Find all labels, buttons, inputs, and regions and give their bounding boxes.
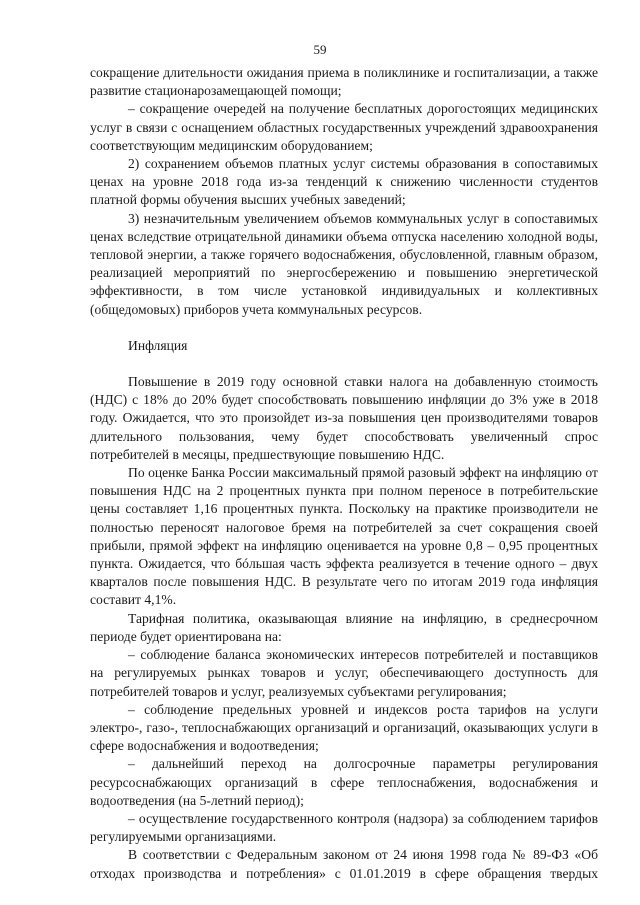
- paragraph: 3) незначительным увеличением объемов коммунальных услуг в сопоставимых ценах вследствие отрицательной динамики объема отпуска населению холодной воды, тепловой энергии, а также горячего водоснабжения, обусловленной, главным образом, реализацией мероприятий по энергосбережению и повышению энергетической эффективности, в том числе установкой индивидуальных и коллективных (общедомовых) приборов учета коммунальных ресурсов.: [90, 210, 598, 317]
- paragraph: Повышение в 2019 году основной ставки налога на добавленную стоимость (НДС) с 18% до 20% будет способствовать повышению инфляции до 3% уже в 2018 году. Ожидается, что это произойдет из-за повышения цен производителями товаров длительного пользования, чему будет способствовать увеличенный спрос потребителей в месяцы, предшествующие повышению НДС.: [90, 374, 598, 462]
- paragraph: – соблюдение баланса экономических интересов потребителей и поставщиков на регулируемых рынках товаров и услуг, обеспечивающего доступность для потребителей товаров и услуг, реализуемых субъектами регулирования;: [90, 647, 598, 699]
- paragraph: В соответствии с Федеральным законом от 24 июня 1998 года № 89-ФЗ «Об отходах производства и потребления» с 01.01.2019 в сфере обращения твердых: [90, 847, 598, 881]
- paragraph: – осуществление государственного контроля (надзора) за соблюдением тарифов регулируемыми организациями.: [90, 810, 598, 845]
- paragraph: По оценке Банка России максимальный прямой разовый эффект на инфляцию от повышения НДС на 2 процентных пункта при полном переносе в потребительские цены составляет 1,16 процентных пункта. Поскольку на практике производители не полностью переносят налоговое бремя на потребителей за счет сокращения своей прибыли, прямой эффект на инфляцию оценивается на уровне 0,8 – 0,95 процентных пункта. Ожидается, что бóльшая часть эффекта реализуется в течение одного – двух кварталов после повышения НДС. В результате чего по итогам 2019 года инфляция составит 4,1%.: [90, 465, 598, 608]
- paragraph: – сокращение очередей на получение бесплатных дорогостоящих медицинских услуг в связи с оснащением областных государственных учреждений здравоохранения соответствующим медицинским оборудованием;: [90, 101, 598, 153]
- paragraph: – соблюдение предельных уровней и индексов роста тарифов на услуги электро-, газо-, теплоснабжающих организаций и организаций, оказывающих услуги в сфере водоснабжения и водоотведения;: [90, 701, 598, 754]
- paragraph: 2) сохранением объемов платных услуг системы образования в сопоставимых ценах на уровне 2018 года из-за тенденций к снижению численности студентов платной формы обучения высших учебных заведений;: [90, 156, 598, 208]
- paragraph: сокращение длительности ожидания приема в поликлинике и госпитализации, а также развитие стационарозамещающей помощи;: [90, 65, 598, 99]
- document-body: [90, 64, 598, 883]
- paragraph: Тарифная политика, оказывающая влияние на инфляцию, в среднесрочном периоде будет ориентирована на:: [90, 610, 598, 644]
- section-heading: Инфляция: [128, 337, 188, 353]
- paragraph: – дальнейший переход на долгосрочные параметры регулирования ресурсоснабжающих организаций в сфере теплоснабжения, водоснабжения и водоотведения (на 5-летний период);: [90, 756, 598, 808]
- page-number: 59: [313, 42, 327, 57]
